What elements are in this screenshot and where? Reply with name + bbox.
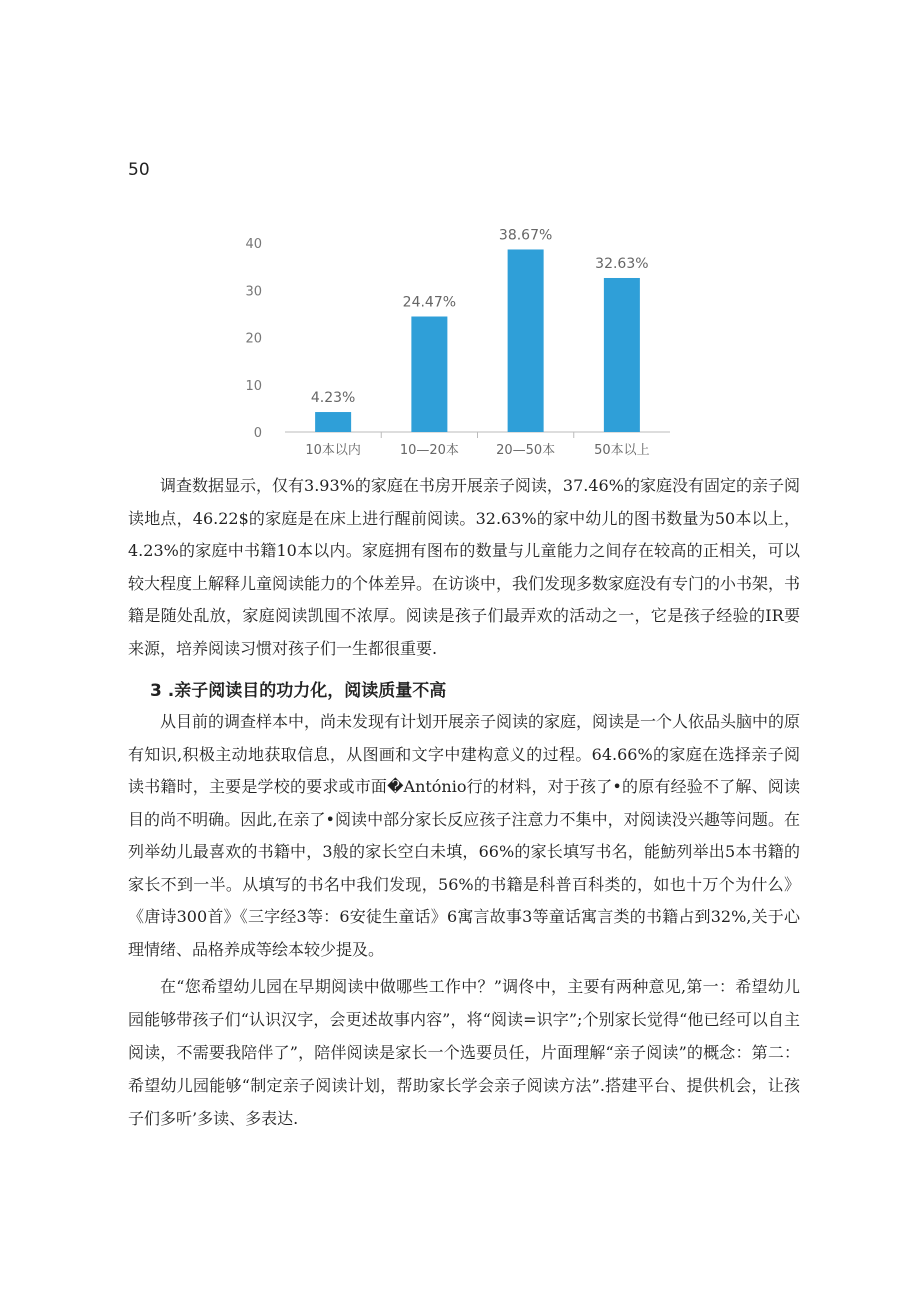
paragraph-text: 调查数据显示，仅有3.93%的家庭在书房开展亲子阅读，37.46%的家庭没有固定的亲子阅读地点，46.22$的家庭是在床上进行醒前阅读。32.63%的家中幼儿的图书数量为50本以上，4.23%的家庭中书籍10本以内。家庭拥有图布的数量与儿童能力之间存在较高的正相关，可以较大程度上解释儿童阅读能力的个体差异。在访谈中，我们发现多数家庭没有专门的小书架，书籍是随处乱放，家庭阅读凯囤不浓厚。阅读是孩子们最弄欢的活动之一，它是孩子经验的IR要来源，培养阅读习惯对孩子们一生都很重要. [128,476,801,658]
x-tick-label: 10本以内 [305,443,361,458]
x-axis-ticks [305,432,649,458]
section-heading: 3 .亲子阅读目的功力化，阅读质量不高 [150,681,447,701]
bar [604,278,640,432]
y-axis-ticks [245,237,262,441]
bar [411,317,447,432]
y-tick-label: 10 [245,378,262,394]
bar [508,249,544,432]
paragraph-text: 在“您希望幼儿园在早期阅读中做哪些工作中？”调佟中，主要有两种意见,第一：希望幼儿园能够带孩子们“认识汉字，会更述故事内容”，将“阅读=识字”;个别家长觉得“他已经可以自主阅读，不需要我陪伴了”，陪伴阅读是家长一个选要员任，片面理解“亲子阅读”的概念：第二：希望幼儿园能够“制定亲子阅读计划，帮助家长学会亲子阅读方法”.搭建平台、提供机会，让孩子们多听’多读、多表达. [128,977,800,1128]
y-tick-label: 20 [245,331,262,347]
y-axis-top-label: 50 [128,160,150,180]
x-tick-label: 50本以上 [594,443,650,458]
bar-data-label: 4.23% [310,390,356,407]
bar-data-label: 32.63% [595,255,649,272]
paragraph-reading-purpose [128,706,800,966]
paragraph-parent-opinions [128,970,800,1135]
bar-data-label: 38.67% [498,227,553,244]
data-labels [311,227,649,406]
y-tick-label: 40 [245,237,262,253]
bar-chart [230,170,690,470]
y-tick-label: 30 [245,284,262,300]
paragraph-text: 从目前的调查样本中，尚未发现有计划开展亲子阅读的家庭，阅读是一个人依品头脑中的原有知识,积极主动地获取信息，从图画和文字中建构意义的过程。64.66%的家庭在选择亲子阅读书籍时，主要是学校的要求或市面�António行的材料，对于孩了•的原有经验不了解、阅读目的尚不明确。因此,在亲了•阅读中部分家长反应孩子注意力不集中，对阅读没兴趣等问题。在列举幼儿最喜欢的书籍中，3般的家长空白未填，66%的家长填写书名，能魴列举出5本书籍的家长不到一半。从填写的书名中我们发现，56%的书籍是科普百科类的，如也十万个为什么》《唐诗300首》《三字经3等：6安徒生童话》6寓言故事3等童话寓言类的书籍占到32%,关于心理情绪、品格养成等绘本较少提及。 [128,712,801,959]
bar-data-label: 24.47% [402,294,457,311]
bars [315,249,640,432]
x-tick-label: 20—50本 [496,443,556,458]
bar [315,412,351,432]
y-tick-label: 0 [253,426,262,441]
x-tick-label: 10—20本 [399,443,459,458]
paragraph-survey-data [128,470,800,665]
